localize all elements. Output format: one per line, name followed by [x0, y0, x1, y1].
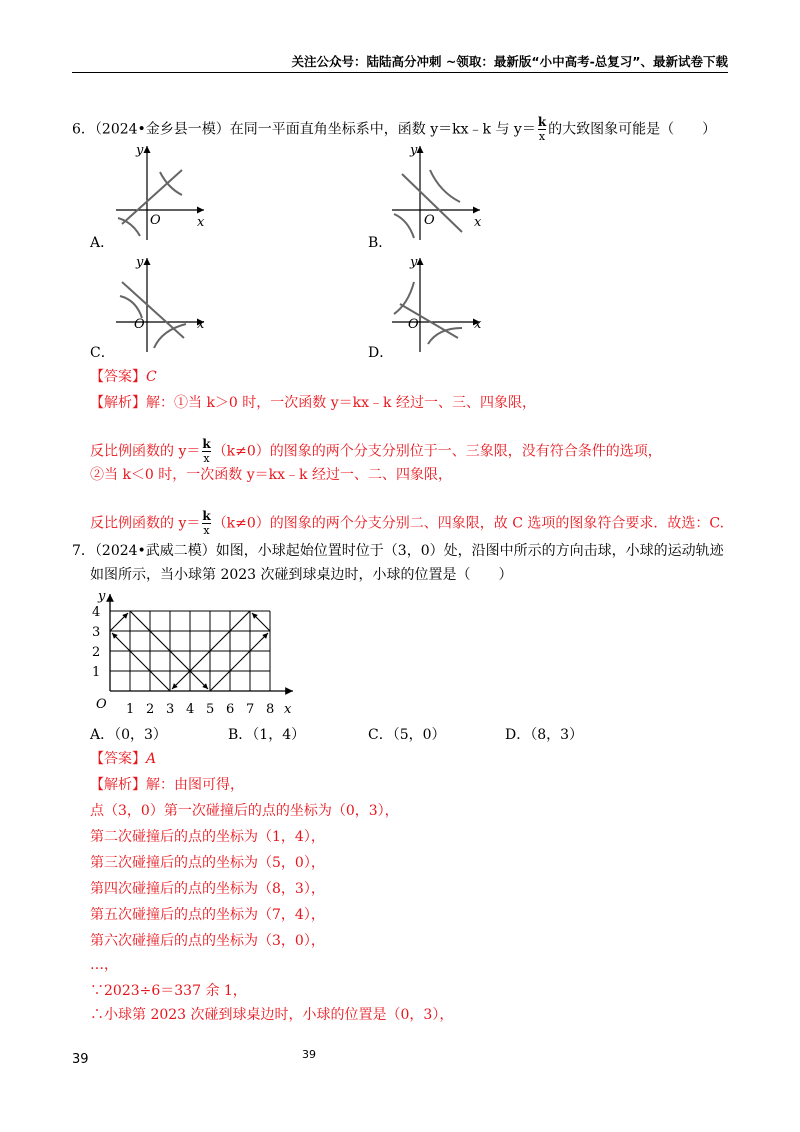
- q6-line4-frac: [202, 510, 210, 537]
- footer-page-number-left: 39: [72, 1052, 89, 1067]
- q7-grid-figure: [88, 588, 303, 716]
- graph-d-x: x: [474, 317, 482, 332]
- x-tick-2: 2: [146, 702, 155, 716]
- q6-option-d: D．: [368, 345, 394, 361]
- q6-line2a: 反比例函数的 y＝: [90, 443, 201, 460]
- graph-b-x: x: [474, 215, 482, 230]
- q7-analysis-first-text: 解：由图可得，: [146, 777, 244, 793]
- grid-y-label: y: [98, 589, 106, 604]
- q7-answer-tag: 【答案】: [90, 751, 146, 767]
- grid-origin: O: [96, 697, 107, 712]
- q7-analysis-line: 点（3，0）第一次碰撞后的点的坐标为（0，3），: [90, 803, 399, 819]
- q6-graph-a: [112, 140, 212, 245]
- q6-option-a: A．: [90, 235, 115, 251]
- x-tick-4: 4: [186, 702, 195, 716]
- graph-c-x: x: [197, 317, 205, 332]
- x-tick-1: 1: [126, 702, 135, 716]
- page-header: 关注公众号：陆陆高分冲刺 ~领取：最新版“小中高考-总复习”、最新试卷下载: [291, 54, 728, 69]
- q6-line4a: 反比例函数的 y＝: [90, 515, 201, 532]
- q7-analysis-line: 第五次碰撞后的点的坐标为（7，4），: [90, 907, 325, 923]
- q6-answer-tag: 【答案】: [90, 369, 146, 385]
- q7-analysis-line: 第六次碰撞后的点的坐标为（3，0），: [90, 933, 325, 949]
- q7-answer-value: A: [146, 751, 157, 767]
- q6-stem: [72, 116, 716, 143]
- graph-d-o: O: [408, 317, 419, 332]
- q7-analysis-line: …，: [90, 957, 118, 973]
- q7-option-c: C．（5，0）: [368, 727, 446, 743]
- q6-option-c: C．: [90, 345, 115, 361]
- x-tick-8: 8: [266, 702, 275, 716]
- x-tick-5: 5: [206, 702, 215, 716]
- graph-a-x: x: [197, 215, 205, 230]
- q6-answer: [90, 368, 157, 386]
- q6-analysis-1: [90, 394, 536, 412]
- graph-b-y: y: [410, 143, 418, 158]
- frac-den: x: [203, 452, 210, 465]
- q6-line2-frac: [202, 438, 210, 465]
- q6-option-b: B．: [368, 235, 393, 251]
- x-tick-7: 7: [246, 702, 255, 716]
- q7-option-b: B．（1，4）: [228, 727, 306, 743]
- q6-line4b: （k≠0）的图象的两个分支分别二、四象限，故 C 选项的图象符合要求．故选：C.: [212, 515, 725, 532]
- q6-analysis-line1: 解：①当 k＞0 时，一次函数 y＝kx﹣k 经过一、三、四象限，: [146, 395, 536, 411]
- q6-answer-value: C: [146, 369, 157, 385]
- footer-page-number-center: 39: [302, 1048, 316, 1061]
- q7-analysis-first: [90, 776, 244, 794]
- q6-stem-frac: [538, 116, 546, 143]
- grid-x-label: x: [284, 702, 292, 716]
- q7-analysis-line: ∴小球第 2023 次碰到球桌边时，小球的位置是（0，3），: [90, 1007, 454, 1023]
- frac-den: x: [538, 130, 546, 143]
- y-tick-1: 1: [92, 665, 101, 680]
- grid-lines: [110, 611, 270, 691]
- q6-graph-b: [388, 140, 488, 245]
- frac-num: k: [202, 509, 211, 523]
- q7-analysis-tag: 【解析】: [90, 777, 146, 793]
- q6-analysis-4: [90, 510, 724, 537]
- header-rule: [72, 72, 728, 73]
- q6-stem-a: 6．（2024•金乡县一模）在同一平面直角坐标系中，函数 y＝kx﹣k 与 y＝: [72, 121, 536, 138]
- q6-analysis-3: ②当 k＜0 时，一次函数 y＝kx﹣k 经过一、二、四象限，: [90, 467, 452, 483]
- q7-analysis-line: 第三次碰撞后的点的坐标为（5，0），: [90, 855, 325, 871]
- graph-a-o: O: [150, 213, 161, 228]
- frac-num: k: [537, 115, 547, 129]
- x-tick-3: 3: [166, 702, 175, 716]
- q6-graph-d: [388, 252, 488, 357]
- q7-option-a: A．（0，3）: [90, 727, 167, 743]
- q6-line2b: （k≠0）的图象的两个分支分别位于一、三象限，没有符合条件的选项，: [212, 443, 662, 460]
- frac-den: x: [203, 524, 210, 537]
- q7-answer: [90, 750, 156, 768]
- graph-b-o: O: [424, 213, 435, 228]
- q7-option-d: D．（8，3）: [505, 727, 584, 743]
- q6-graph-c: [112, 252, 212, 357]
- q7-analysis-line: 第二次碰撞后的点的坐标为（1，4），: [90, 829, 325, 845]
- q7-analysis-line: 第四次碰撞后的点的坐标为（8，3），: [90, 881, 325, 897]
- graph-d-y: y: [410, 255, 418, 270]
- y-tick-2: 2: [92, 645, 101, 660]
- graph-c-o: O: [134, 317, 145, 332]
- q7-stem-1: 7．（2024•武威二模）如图，小球起始位置时位于（3，0）处，沿图中所示的方向击球，小球的运动轨迹: [72, 543, 724, 559]
- q6-analysis-tag: 【解析】: [90, 395, 146, 411]
- y-tick-3: 3: [92, 625, 101, 640]
- q6-stem-b: 的大致图象可能是（ ）: [548, 121, 717, 138]
- q7-analysis-line: ∵2023÷6＝337 余 1，: [90, 983, 247, 999]
- graph-c-y: y: [136, 255, 144, 270]
- y-tick-4: 4: [92, 605, 101, 620]
- q6-analysis-2: [90, 438, 662, 465]
- graph-a-y: y: [136, 143, 144, 158]
- q7-stem-2: 如图所示，当小球第 2023 次碰到球桌边时，小球的位置是（ ）: [90, 567, 513, 583]
- frac-num: k: [202, 437, 211, 451]
- x-tick-6: 6: [226, 702, 235, 716]
